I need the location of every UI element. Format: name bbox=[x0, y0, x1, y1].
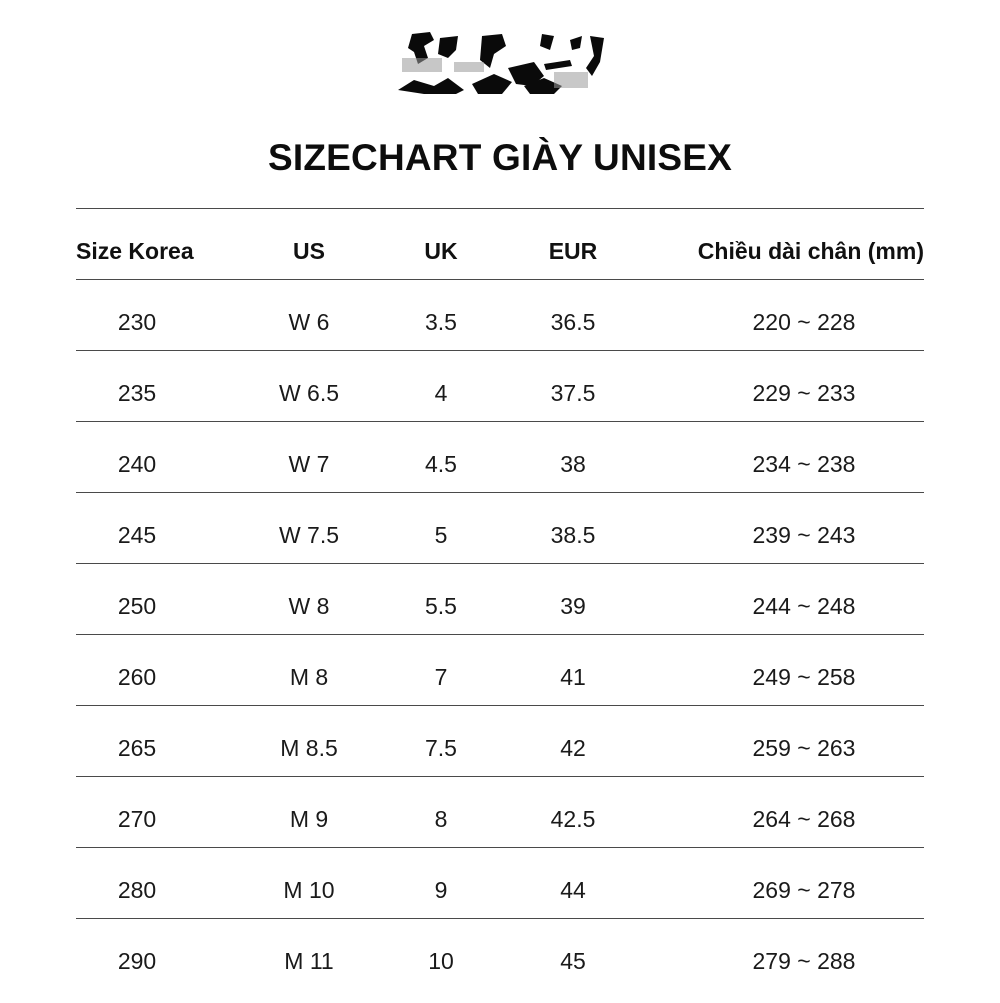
table-row bbox=[76, 848, 924, 919]
cell-us: W 6.5 bbox=[278, 380, 340, 406]
cell-foot-length: 259 ~ 263 bbox=[752, 735, 856, 761]
cell-eur: 45 bbox=[560, 948, 586, 974]
cell-foot-length: 279 ~ 288 bbox=[752, 948, 856, 974]
cell-eur: 36.5 bbox=[550, 309, 596, 335]
cell-eur: 39 bbox=[560, 593, 586, 619]
cell-uk: 7 bbox=[434, 664, 448, 690]
cell-size-korea: 250 bbox=[117, 593, 157, 619]
cell-size-korea: 290 bbox=[117, 948, 157, 974]
table-row bbox=[76, 706, 924, 777]
cell-eur: 38.5 bbox=[550, 522, 596, 548]
cell-size-korea: 240 bbox=[117, 451, 157, 477]
table-row bbox=[76, 422, 924, 493]
cell-eur: 42.5 bbox=[550, 806, 596, 832]
cell-foot-length: 229 ~ 233 bbox=[752, 380, 856, 406]
table-row bbox=[76, 919, 924, 989]
cell-foot-length: 249 ~ 258 bbox=[752, 664, 856, 690]
cell-foot-length: 234 ~ 238 bbox=[752, 451, 856, 477]
table-header-row bbox=[76, 209, 924, 280]
cell-uk: 4.5 bbox=[425, 451, 457, 477]
cell-uk: 4 bbox=[434, 380, 448, 406]
cell-foot-length: 244 ~ 248 bbox=[752, 593, 856, 619]
header-us: US bbox=[293, 238, 325, 264]
cell-eur: 41 bbox=[560, 664, 586, 690]
cell-foot-length: 239 ~ 243 bbox=[752, 522, 856, 548]
table-row bbox=[76, 635, 924, 706]
cell-foot-length: 264 ~ 268 bbox=[752, 806, 856, 832]
cell-foot-length: 269 ~ 278 bbox=[752, 877, 856, 903]
cell-size-korea: 245 bbox=[117, 522, 157, 548]
header-foot-length: Chiều dài chân (mm) bbox=[697, 238, 924, 264]
cell-size-korea: 270 bbox=[117, 806, 157, 832]
header-eur: EUR bbox=[548, 238, 598, 264]
cell-foot-length: 220 ~ 228 bbox=[752, 309, 856, 335]
cell-us: M 10 bbox=[283, 877, 335, 903]
cell-eur: 37.5 bbox=[550, 380, 596, 406]
table-row bbox=[76, 280, 924, 351]
cell-uk: 8 bbox=[434, 806, 448, 832]
cell-us: W 7.5 bbox=[278, 522, 340, 548]
cell-uk: 5 bbox=[434, 522, 448, 548]
cell-size-korea: 280 bbox=[117, 877, 157, 903]
cell-uk: 7.5 bbox=[425, 735, 457, 761]
page-title: SIZECHART GIÀY UNISEX bbox=[267, 137, 733, 178]
table-row bbox=[76, 564, 924, 635]
cell-uk: 5.5 bbox=[425, 593, 457, 619]
cell-us: W 6 bbox=[288, 309, 330, 335]
cell-size-korea: 235 bbox=[117, 380, 157, 406]
cell-size-korea: 260 bbox=[117, 664, 157, 690]
table-row bbox=[76, 777, 924, 848]
brand-logo bbox=[394, 28, 610, 98]
cell-eur: 38 bbox=[560, 451, 586, 477]
cell-us: M 11 bbox=[284, 948, 334, 974]
cell-uk: 10 bbox=[428, 948, 454, 974]
cell-eur: 42 bbox=[560, 735, 586, 761]
cell-us: M 8 bbox=[289, 664, 329, 690]
cell-size-korea: 265 bbox=[117, 735, 157, 761]
header-uk: UK bbox=[424, 238, 458, 264]
table-row bbox=[76, 493, 924, 564]
cell-us: M 8.5 bbox=[280, 735, 338, 761]
cell-size-korea: 230 bbox=[117, 309, 157, 335]
size-chart-table bbox=[76, 208, 924, 989]
cell-us: W 7 bbox=[288, 451, 330, 477]
cell-us: M 9 bbox=[289, 806, 329, 832]
cell-uk: 9 bbox=[434, 877, 448, 903]
cell-uk: 3.5 bbox=[425, 309, 457, 335]
table-row bbox=[76, 351, 924, 422]
header-size-korea: Size Korea bbox=[76, 238, 194, 264]
cell-us: W 8 bbox=[288, 593, 330, 619]
cell-eur: 44 bbox=[560, 877, 586, 903]
